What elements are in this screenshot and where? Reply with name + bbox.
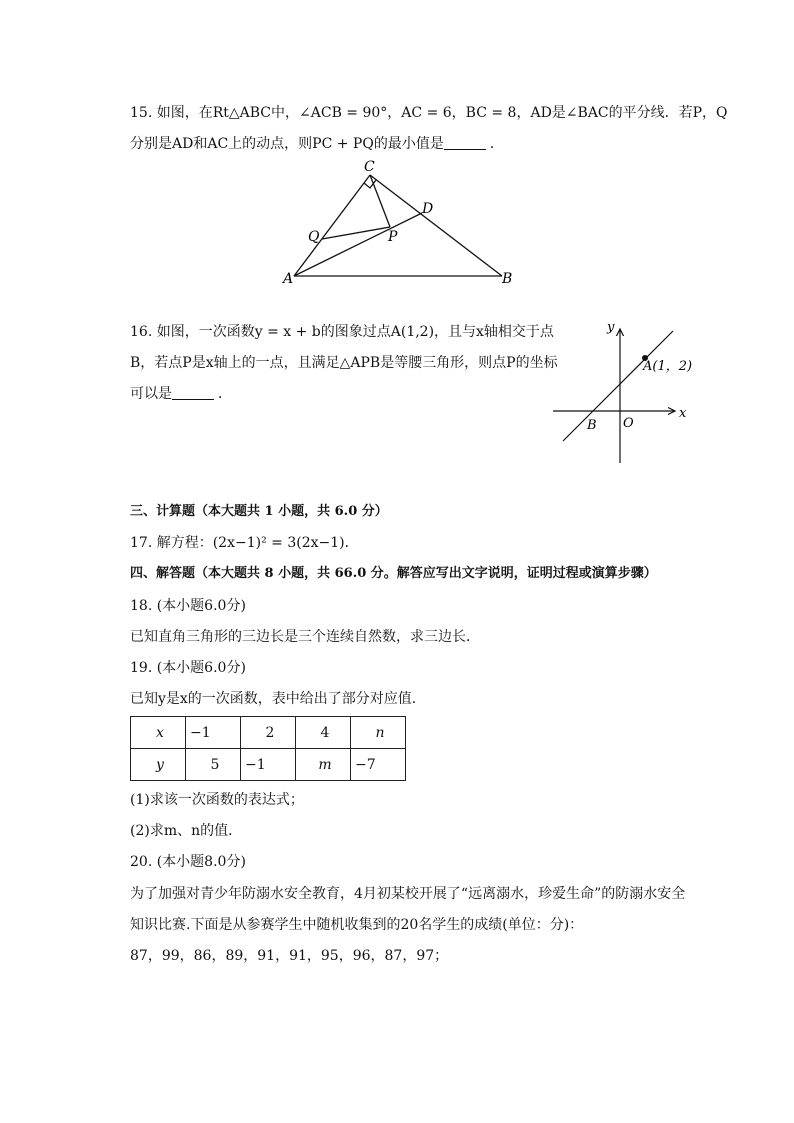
section-4-title: 四、解答题（本大题共 8 小题，共 66.0 分。解答应写出文字说明，证明过程或演算步骤） — [130, 566, 657, 581]
label-d: D — [422, 201, 434, 217]
q16-linear-function-graph — [545, 315, 695, 470]
q19-part-2: (2)求m、n的值． — [130, 823, 243, 839]
q19-header: 19. (本小题6.0分) — [130, 660, 246, 676]
q16-answer-blank — [172, 385, 214, 400]
label-c: C — [364, 159, 375, 175]
q17-text: 17. 解方程：(2x−1)² = 3(2x−1)． — [130, 535, 359, 551]
table-cell: 5 — [186, 749, 241, 781]
q20-scores-line: 87，99，86，89，91，91，95，96，87，97； — [130, 948, 449, 964]
q19-part-1: (1)求该一次函数的表达式； — [130, 792, 304, 808]
q16-text-line-3 — [130, 384, 232, 404]
q16-text-line-2: B，若点P是x轴上的一点，且满足△APB是等腰三角形，则点P的坐标 — [130, 355, 558, 371]
side-ac — [294, 175, 370, 276]
q16-text-line-3-pre: 可以是 — [130, 386, 172, 402]
table-cell: −7 — [351, 749, 406, 781]
q16-text-line-1: 16. 如图，一次函数y = x + b的图象过点A(1,2)，且与x轴相交于点 — [130, 324, 554, 340]
q20-text-line-1: 为了加强对青少年防溺水安全教育，4月初某校开展了“远离溺水，珍爱生命”的防溺水安全 — [130, 886, 686, 902]
label-p: P — [388, 229, 398, 245]
q15-text-line-1: 15. 如图，在Rt△ABC中，∠ACB = 90°，AC = 6，BC = 8，AD是∠BAC的平分线．若P，Q — [130, 105, 728, 121]
table-cell: 2 — [241, 717, 296, 749]
section-3-title: 三、计算题（本大题共 1 小题，共 6.0 分） — [130, 504, 388, 519]
q19-value-table — [130, 716, 406, 781]
table-cell: 4 — [296, 717, 351, 749]
point-a-label: A(1，2) — [643, 359, 693, 374]
q19-text: 已知y是x的一次函数，表中给出了部分对应值． — [130, 691, 426, 707]
table-cell: y — [131, 749, 186, 781]
table-cell: −1 — [186, 717, 241, 749]
q15-text-line-2-post: ． — [489, 136, 504, 152]
y-axis-label: y — [607, 320, 615, 335]
x-axis-label: x — [679, 406, 687, 421]
q15-text-line-2 — [130, 134, 504, 154]
point-b-label: B — [587, 418, 597, 433]
q15-triangle-figure — [270, 155, 530, 290]
q15-answer-blank — [444, 135, 486, 150]
table-cell: x — [131, 717, 186, 749]
q18-header: 18. (本小题6.0分) — [130, 598, 246, 614]
segment-pq — [322, 227, 390, 239]
table-cell: n — [351, 717, 406, 749]
q18-text: 已知直角三角形的三边长是三个连续自然数，求三边长． — [130, 629, 480, 645]
table-row — [131, 717, 406, 749]
q16-text-line-3-post: ． — [218, 386, 232, 402]
q20-header: 20. (本小题8.0分) — [130, 854, 246, 870]
label-q: Q — [308, 229, 320, 245]
table-cell: m — [296, 749, 351, 781]
label-a: A — [283, 271, 294, 287]
q20-text-line-2: 知识比赛.下面是从参赛学生中随机收集到的20名学生的成绩(单位：分)： — [130, 917, 584, 933]
function-line — [563, 331, 673, 441]
q15-text-line-2-pre: 分别是AD和AC上的动点，则PC + PQ的最小值是 — [130, 136, 444, 152]
table-row — [131, 749, 406, 781]
table-cell: −1 — [241, 749, 296, 781]
origin-label: O — [623, 416, 634, 431]
label-b: B — [502, 271, 513, 287]
